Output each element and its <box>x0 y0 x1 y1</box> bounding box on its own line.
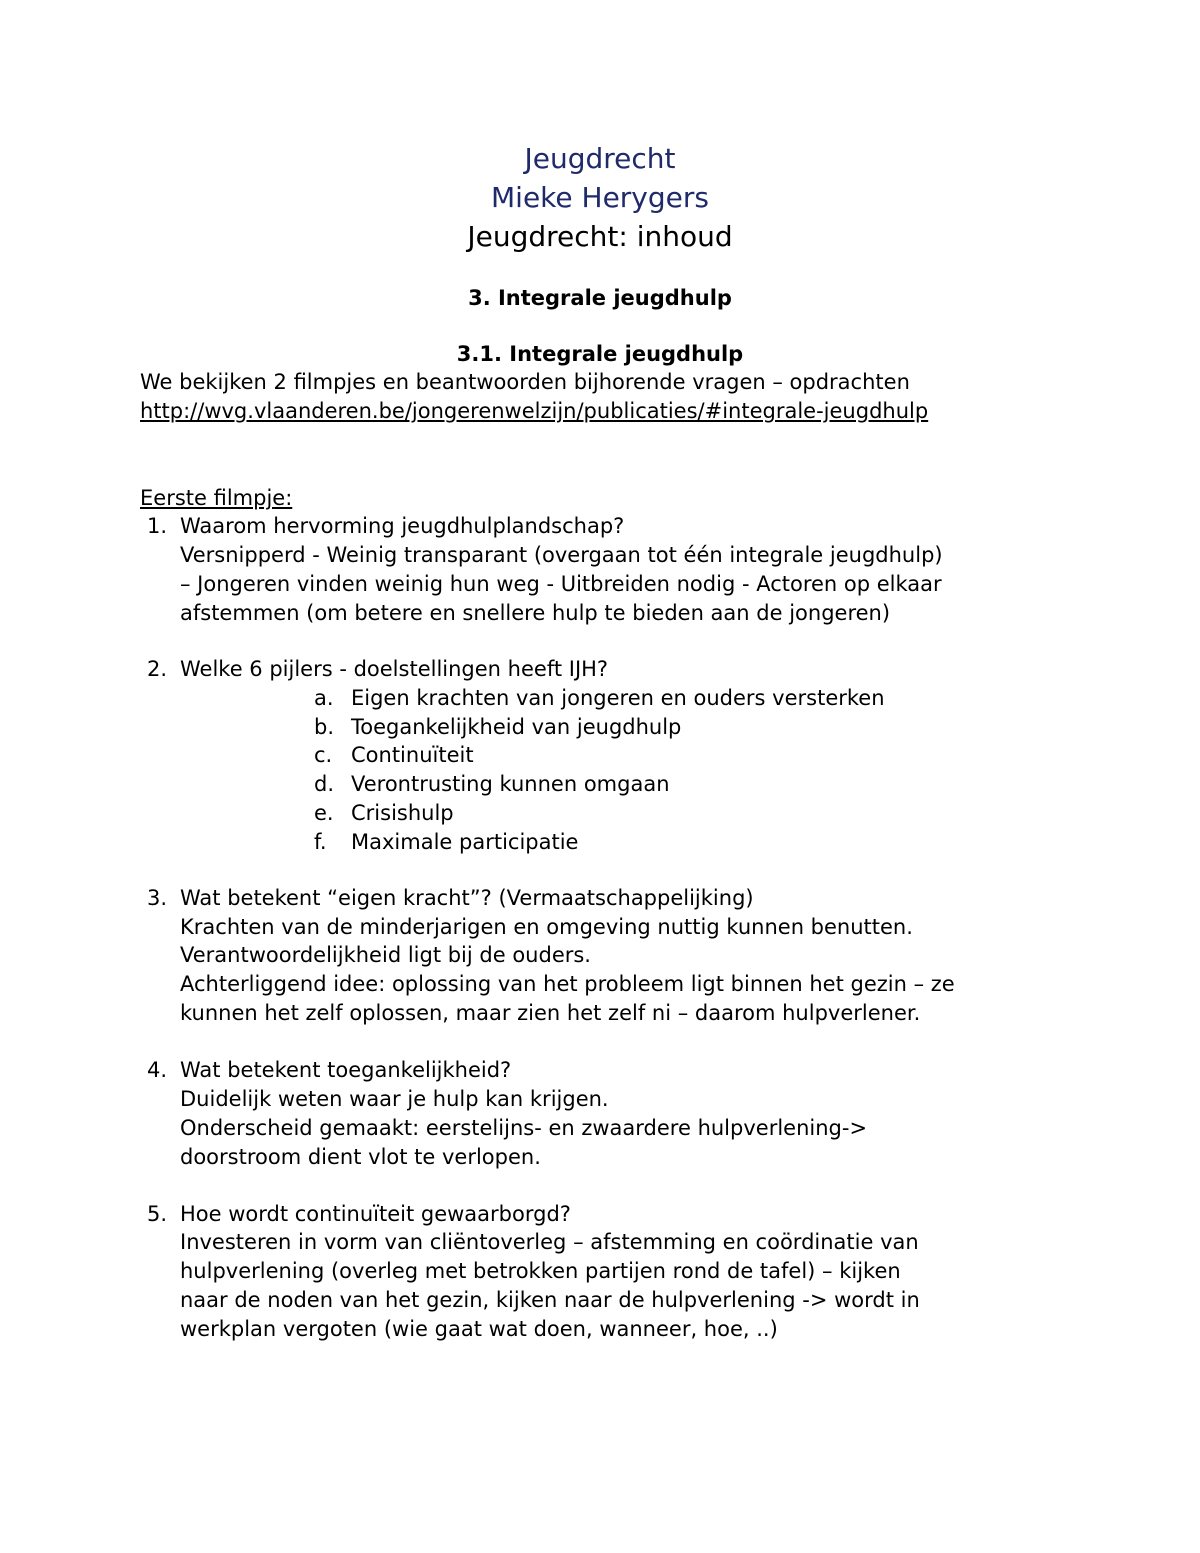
question-number: 4. <box>147 1058 168 1082</box>
source-link[interactable]: http://wvg.vlaanderen.be/jongerenwelzijn/publicaties/#integrale-jeugdhulp <box>140 399 929 423</box>
document-title: Jeugdrecht <box>524 142 676 175</box>
question-number: 1. <box>147 514 168 538</box>
answer-line: Krachten van de minderjarigen en omgeving nuttig kunnen benutten. <box>180 915 913 939</box>
answer-line: – Jongeren vinden weinig hun weg - Uitbreiden nodig - Actoren op elkaar <box>180 572 942 596</box>
question-text: Wat betekent “eigen kracht”? (Vermaatschappelijking) <box>180 886 754 910</box>
sub-item-text: Toegankelijkheid van jeugdhulp <box>351 715 682 739</box>
answer-line: Versnipperd - Weinig transparant (overgaan tot één integrale jeugdhulp) <box>180 543 943 567</box>
sub-item-text: Verontrusting kunnen omgaan <box>351 772 670 796</box>
section-heading: 3. Integrale jeugdhulp <box>468 286 732 310</box>
question-text: Hoe wordt continuïteit gewaarborgd? <box>180 1202 571 1226</box>
answer-line: kunnen het zelf oplossen, maar zien het zelf ni – daarom hulpverlener. <box>180 1001 921 1025</box>
sub-item-letter: f. <box>314 830 327 854</box>
sub-item-letter: d. <box>314 772 335 796</box>
sub-item-text: Crisishulp <box>351 801 454 825</box>
question-text: Wat betekent toegankelijkheid? <box>180 1058 512 1082</box>
answer-line: werkplan vergoten (wie gaat wat doen, wanneer, hoe, ..) <box>180 1317 778 1341</box>
document-subtitle: Jeugdrecht: inhoud <box>467 220 733 253</box>
sub-item-letter: e. <box>314 801 334 825</box>
video-label: Eerste filmpje: <box>140 486 293 510</box>
sub-item-letter: b. <box>314 715 335 739</box>
answer-line: Onderscheid gemaakt: eerstelijns- en zwaardere hulpverlening-> <box>180 1116 868 1140</box>
sub-item-letter: a. <box>314 686 334 710</box>
sub-item-letter: c. <box>314 743 333 767</box>
question-number: 3. <box>147 886 168 910</box>
sub-item-text: Maximale participatie <box>351 830 579 854</box>
intro-text: We bekijken 2 filmpjes en beantwoorden bijhorende vragen – opdrachten <box>140 370 910 394</box>
answer-line: Duidelijk weten waar je hulp kan krijgen. <box>180 1087 609 1111</box>
question-text: Welke 6 pijlers - doelstellingen heeft IJH? <box>180 657 609 681</box>
sub-item-text: Continuïteit <box>351 743 474 767</box>
question-number: 5. <box>147 1202 168 1226</box>
answer-line: Verantwoordelijkheid ligt bij de ouders. <box>180 943 591 967</box>
answer-line: doorstroom dient vlot te verlopen. <box>180 1145 541 1169</box>
sub-item-text: Eigen krachten van jongeren en ouders versterken <box>351 686 885 710</box>
author-name: Mieke Herygers <box>491 181 709 214</box>
subsection-heading: 3.1. Integrale jeugdhulp <box>456 342 744 366</box>
question-text: Waarom hervorming jeugdhulplandschap? <box>180 514 625 538</box>
answer-line: hulpverlening (overleg met betrokken partijen rond de tafel) – kijken <box>180 1259 901 1283</box>
answer-line: naar de noden van het gezin, kijken naar de hulpverlening -> wordt in <box>180 1288 920 1312</box>
answer-line: Investeren in vorm van cliëntoverleg – afstemming en coördinatie van <box>180 1230 919 1254</box>
answer-line: afstemmen (om betere en snellere hulp te bieden aan de jongeren) <box>180 601 891 625</box>
question-number: 2. <box>147 657 168 681</box>
answer-line: Achterliggend idee: oplossing van het probleem ligt binnen het gezin – ze <box>180 972 955 996</box>
